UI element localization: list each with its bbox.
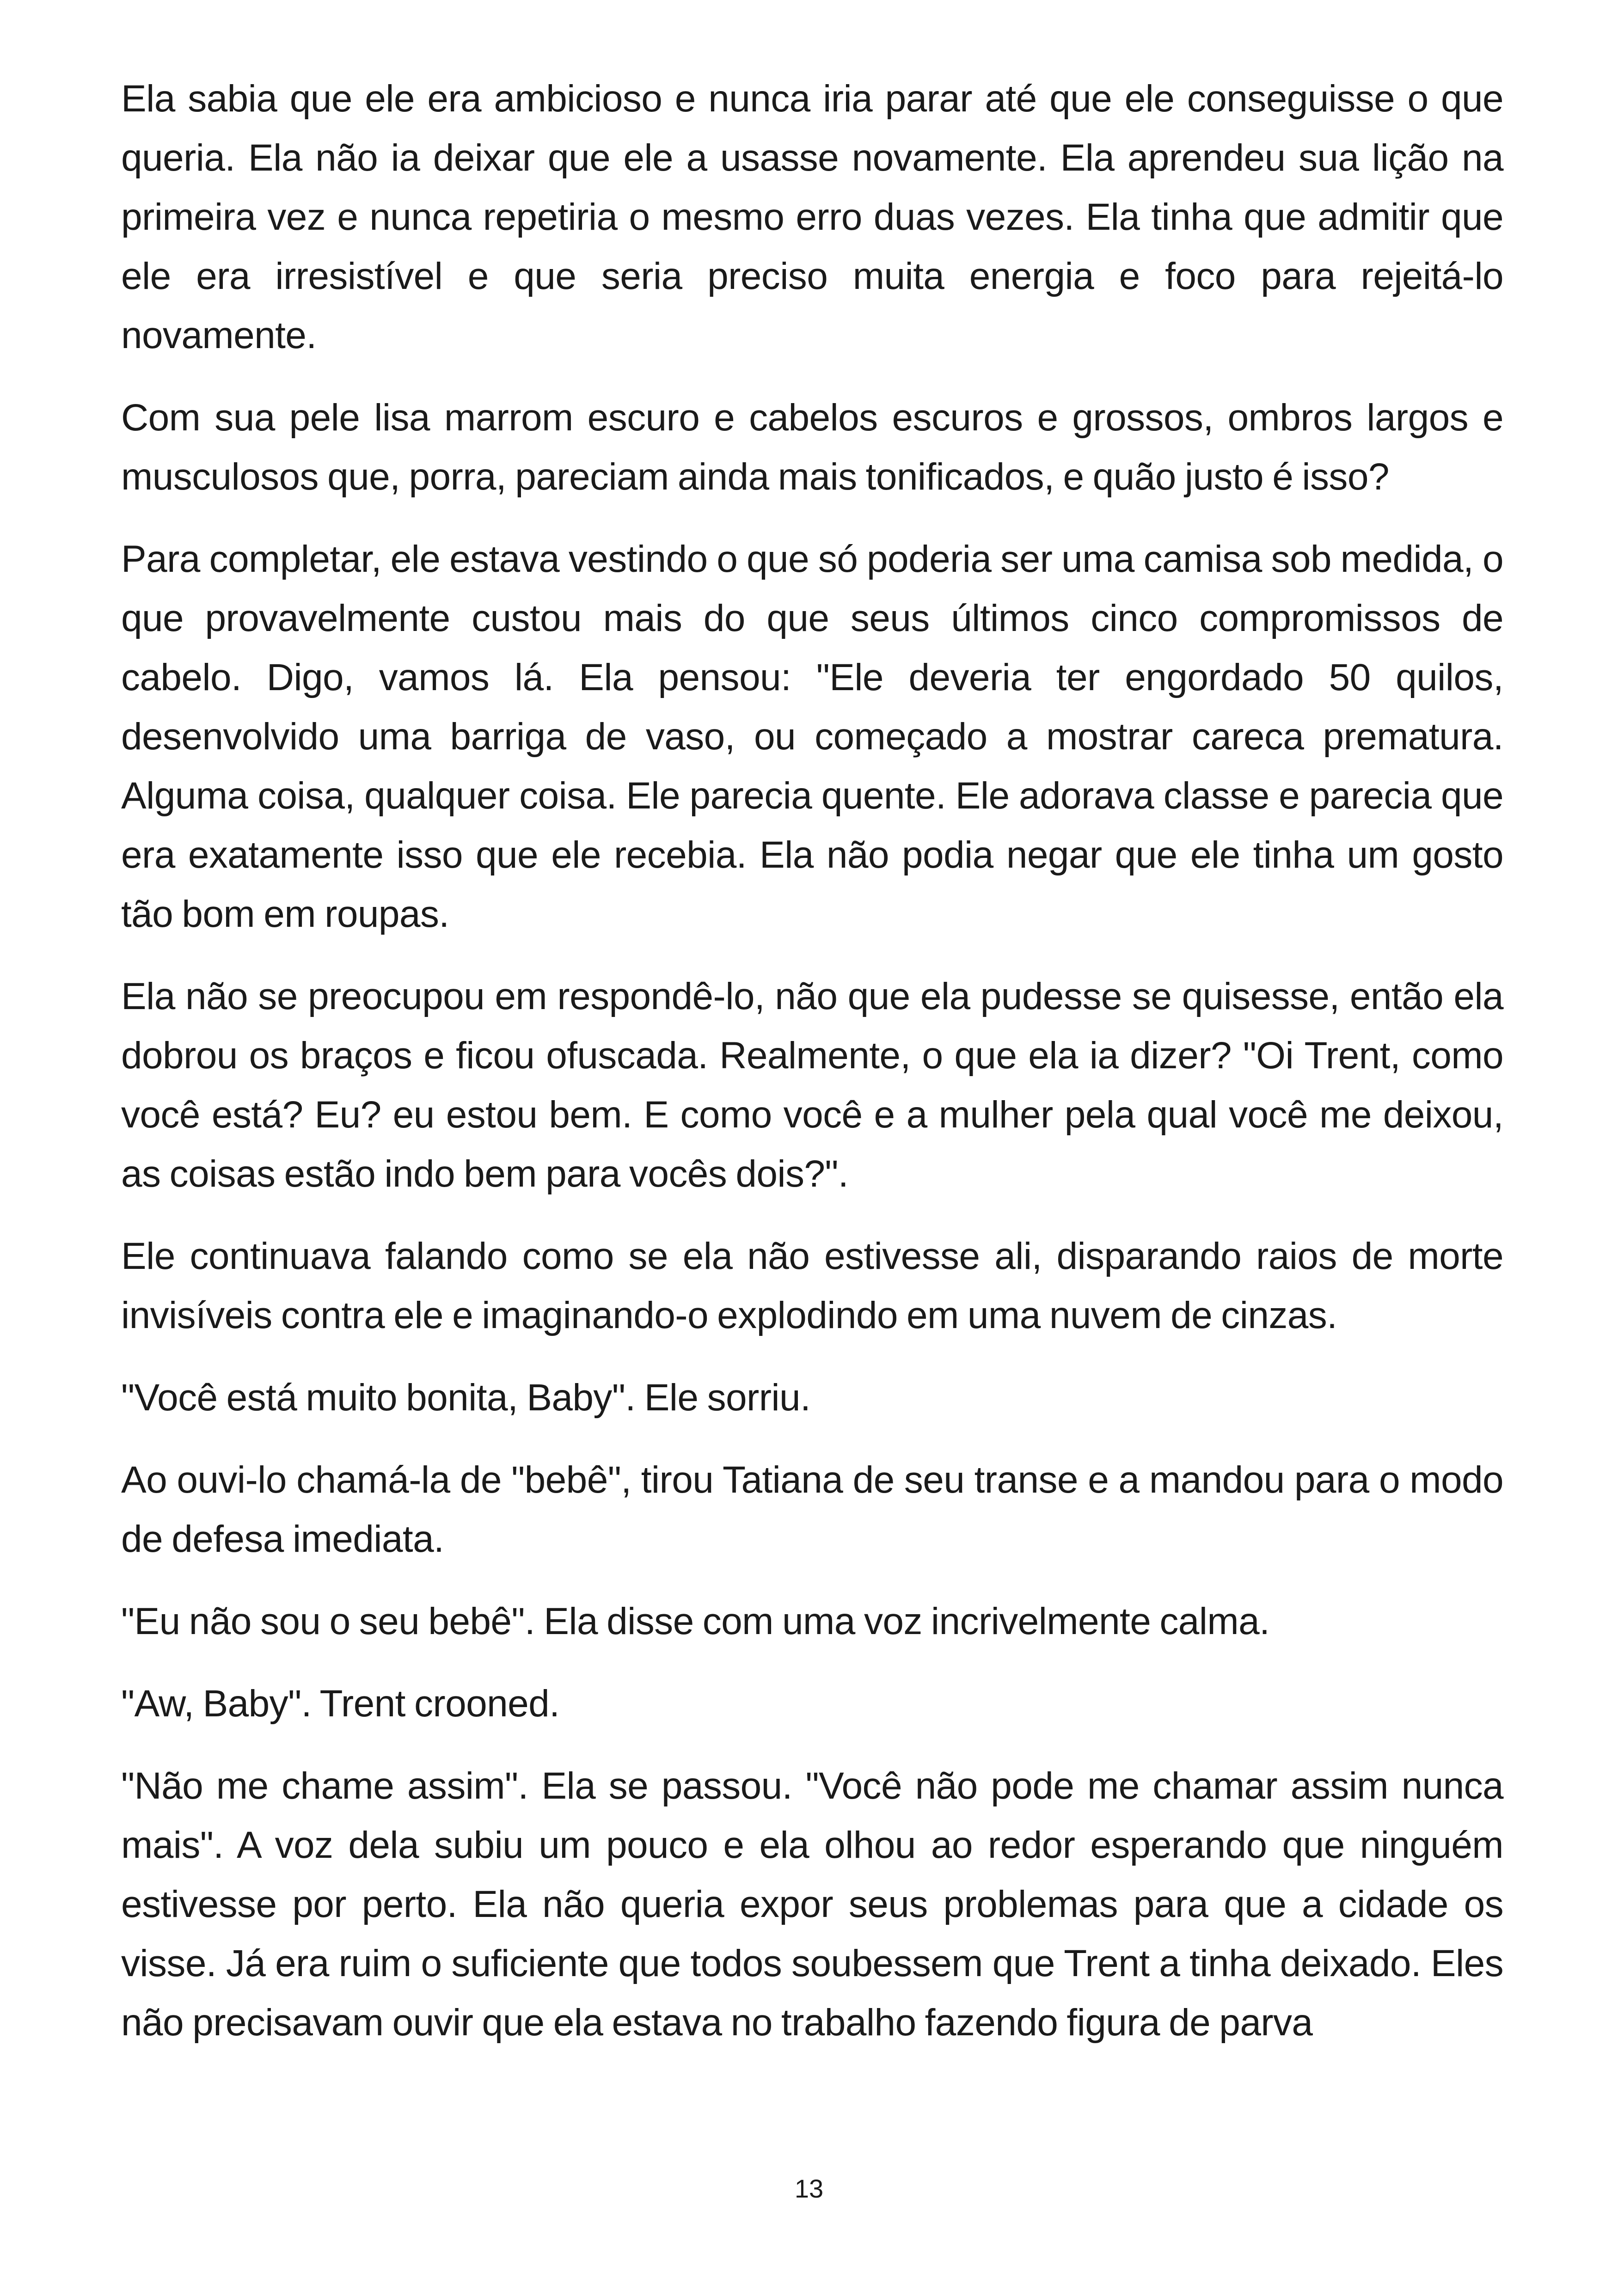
paragraph-10: "Não me chame assim". Ela se passou. "Você não pode me chamar assim nunca mais". A voz dela subiu um pouco e ela olhou ao redor esperando que ninguém estivesse por perto. Ela não queria expor seus problemas para que a cidade os visse. Já era ruim o suficiente que todos soubessem que Trent a tinha deixado. Eles não precisavam ouvir que ela estava no trabalho fazendo figura de parva: [121, 1765, 1503, 2044]
paragraph-8: "Eu não sou o seu bebê". Ela disse com uma voz incrivelmente calma.: [121, 1600, 1270, 1642]
body-text: [121, 69, 1503, 2052]
paragraph-6: "Você está muito bonita, Baby". Ele sorriu.: [121, 1377, 811, 1419]
paragraph-5: Ele continuava falando como se ela não estivesse ali, disparando raios de morte invisíveis contra ele e imaginando-o explodindo em uma nuvem de cinzas.: [121, 1235, 1503, 1336]
paragraph-3: Para completar, ele estava vestindo o que só poderia ser uma camisa sob medida, o que provavelmente custou mais do que seus últimos cinco compromissos de cabelo. Digo, vamos lá. Ela pensou: "Ele deveria ter engordado 50 quilos, desenvolvido uma barriga de vaso, ou começado a mostrar careca prematura. Alguma coisa, qualquer coisa. Ele parecia quente. Ele adorava classe e parecia que era exatamente isso que ele recebia. Ela não podia negar que ele tinha um gosto tão bom em roupas.: [121, 538, 1503, 935]
paragraph-4: Ela não se preocupou em respondê-lo, não que ela pudesse se quisesse, então ela dobrou os braços e ficou ofuscada. Realmente, o que ela ia dizer? "Oi Trent, como você está? Eu? eu estou bem. E como você e a mulher pela qual você me deixou, as coisas estão indo bem para vocês dois?".: [121, 975, 1503, 1195]
paragraph-9: "Aw, Baby". Trent crooned.: [121, 1683, 560, 1725]
paragraph-1: Ela sabia que ele era ambicioso e nunca iria parar até que ele conseguisse o que queria. Ela não ia deixar que ele a usasse novamente. Ela aprendeu sua lição na primeira vez e nunca repetiria o mesmo erro duas vezes. Ela tinha que admitir que ele era irresistível e que seria preciso muita energia e foco para rejeitá-lo novamente.: [121, 78, 1503, 356]
paragraph-2: Com sua pele lisa marrom escuro e cabelos escuros e grossos, ombros largos e musculosos que, porra, pareciam ainda mais tonificados, e quão justo é isso?: [121, 397, 1503, 498]
paragraph-7: Ao ouvi-lo chamá-la de "bebê", tirou Tatiana de seu transe e a mandou para o modo de defesa imediata.: [121, 1459, 1503, 1560]
page-number: 13: [794, 2174, 824, 2203]
